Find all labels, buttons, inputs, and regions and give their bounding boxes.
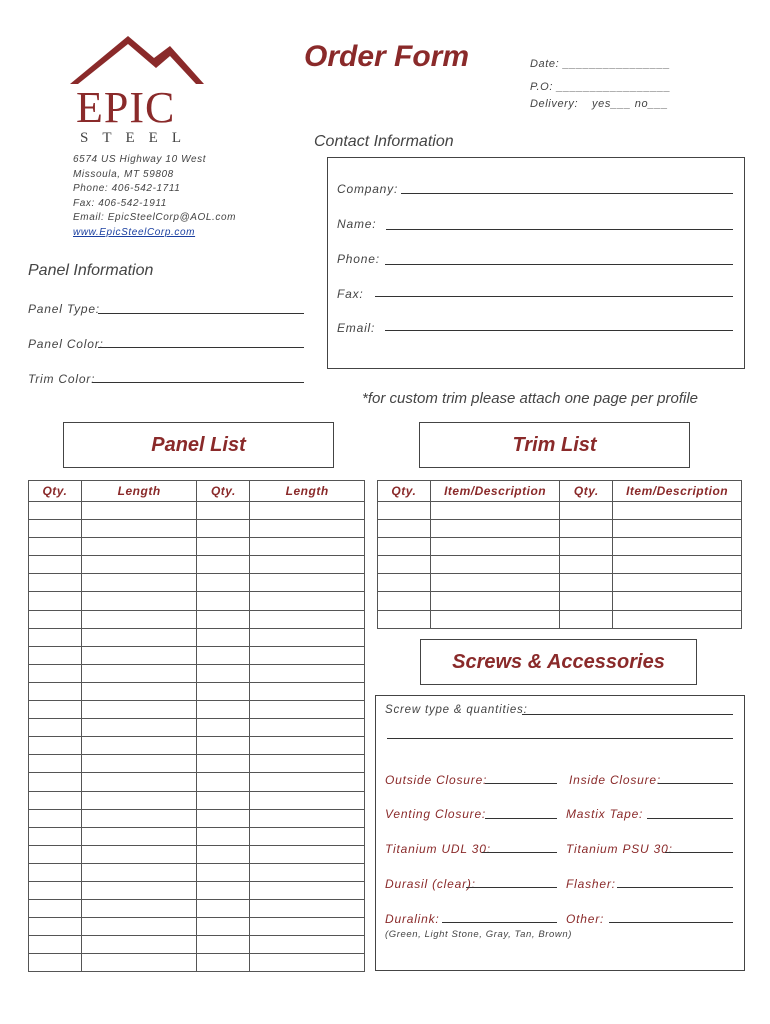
trim-list-row [378, 574, 742, 592]
trim-list-row [378, 592, 742, 610]
table-cell[interactable] [250, 863, 365, 881]
table-cell[interactable] [430, 538, 560, 556]
table-cell[interactable] [197, 900, 250, 918]
panel-list-title: Panel List [151, 433, 246, 456]
table-cell[interactable] [430, 610, 560, 628]
panel-list-row [29, 900, 365, 918]
table-cell[interactable] [29, 592, 82, 610]
panel-list-row [29, 628, 365, 646]
table-cell[interactable] [197, 809, 250, 827]
venting-closure-input[interactable] [485, 818, 557, 819]
table-cell[interactable] [378, 502, 431, 520]
logo-brand: EPIC [76, 83, 176, 132]
table-cell[interactable] [29, 682, 82, 700]
table-cell[interactable] [560, 502, 613, 520]
table-cell[interactable] [430, 592, 560, 610]
table-cell[interactable] [250, 592, 365, 610]
table-cell[interactable] [250, 664, 365, 682]
table-cell[interactable] [250, 520, 365, 538]
table-cell[interactable] [613, 520, 742, 538]
table-cell[interactable] [560, 574, 613, 592]
page-title: Order Form [304, 40, 470, 73]
company-address [73, 153, 236, 240]
table-cell[interactable] [81, 628, 197, 646]
name-label: Name: [337, 217, 377, 231]
trim-list-row [378, 538, 742, 556]
panel-list-row [29, 954, 365, 972]
panel-list-row [29, 502, 365, 520]
table-cell[interactable] [560, 538, 613, 556]
table-cell[interactable] [81, 827, 197, 845]
table-cell[interactable] [197, 773, 250, 791]
table-cell[interactable] [29, 520, 82, 538]
table-cell[interactable] [613, 502, 742, 520]
panel-type-label: Panel Type: [28, 302, 100, 316]
table-cell[interactable] [81, 936, 197, 954]
table-cell[interactable] [197, 827, 250, 845]
company-website-link[interactable]: www.EpicSteelCorp.com [73, 226, 196, 238]
logo-sub: STEEL [80, 130, 195, 146]
panel-list-row [29, 719, 365, 737]
mastix-tape-input[interactable] [647, 818, 733, 819]
table-cell[interactable] [250, 809, 365, 827]
table-cell[interactable] [29, 900, 82, 918]
table-cell[interactable] [81, 918, 197, 936]
table-cell[interactable] [560, 592, 613, 610]
table-cell[interactable] [197, 538, 250, 556]
panel-list-row [29, 538, 365, 556]
outside-closure-label: Outside Closure: [385, 773, 488, 787]
table-cell[interactable] [613, 574, 742, 592]
durasil-label: Durasil (clear): [385, 877, 476, 891]
table-cell[interactable] [250, 755, 365, 773]
table-cell[interactable] [613, 556, 742, 574]
table-cell[interactable] [81, 701, 197, 719]
table-cell[interactable] [250, 845, 365, 863]
table-cell[interactable] [250, 646, 365, 664]
titanium-psu-input[interactable] [665, 852, 733, 853]
table-cell[interactable] [197, 682, 250, 700]
col-qty: Qty. [560, 481, 613, 502]
mastix-tape-label: Mastix Tape: [566, 807, 644, 821]
table-cell[interactable] [560, 520, 613, 538]
col-qty: Qty. [29, 481, 82, 502]
panel-list-row [29, 918, 365, 936]
address-line-1: 6574 US Highway 10 West [73, 154, 207, 165]
table-cell[interactable] [29, 845, 82, 863]
table-cell[interactable] [81, 610, 197, 628]
table-cell[interactable] [430, 520, 560, 538]
table-cell[interactable] [29, 610, 82, 628]
table-cell[interactable] [560, 556, 613, 574]
panel-list-table [28, 480, 365, 972]
titanium-udl-label: Titanium UDL 30: [385, 842, 491, 856]
duralink-label: Duralink: [385, 912, 440, 926]
table-cell[interactable] [197, 954, 250, 972]
date-field[interactable]: Date: ________________ [530, 58, 671, 70]
table-cell[interactable] [250, 610, 365, 628]
table-cell[interactable] [250, 737, 365, 755]
phone-input[interactable] [385, 264, 733, 265]
table-cell[interactable] [250, 881, 365, 899]
trim-list-row [378, 556, 742, 574]
phone-label: Phone: [337, 252, 380, 266]
table-cell[interactable] [197, 845, 250, 863]
table-cell[interactable] [29, 881, 82, 899]
panel-type-input[interactable] [98, 313, 304, 314]
table-cell[interactable] [378, 574, 431, 592]
table-cell[interactable] [197, 881, 250, 899]
table-cell[interactable] [81, 737, 197, 755]
panel-info-heading: Panel Information [28, 262, 154, 279]
company-label: Company: [337, 182, 399, 196]
table-cell[interactable] [81, 773, 197, 791]
trim-list-row [378, 502, 742, 520]
table-cell[interactable] [81, 520, 197, 538]
panel-list-header-row [29, 481, 365, 502]
table-cell[interactable] [81, 900, 197, 918]
panel-list-row [29, 881, 365, 899]
col-qty: Qty. [378, 481, 431, 502]
table-cell[interactable] [29, 646, 82, 664]
table-cell[interactable] [29, 538, 82, 556]
table-cell[interactable] [81, 502, 197, 520]
table-cell[interactable] [81, 682, 197, 700]
table-cell[interactable] [250, 538, 365, 556]
col-length: Length [250, 481, 365, 502]
table-cell[interactable] [197, 918, 250, 936]
company-email: Email: EpicSteelCorp@AOL.com [73, 212, 237, 223]
panel-list-row [29, 646, 365, 664]
col-qty: Qty. [197, 481, 250, 502]
table-cell[interactable] [29, 701, 82, 719]
table-cell[interactable] [197, 791, 250, 809]
table-cell[interactable] [250, 918, 365, 936]
other-input[interactable] [609, 922, 733, 923]
table-cell[interactable] [29, 936, 82, 954]
trim-color-label: Trim Color: [28, 372, 96, 386]
panel-list-row [29, 737, 365, 755]
outside-closure-input[interactable] [485, 783, 557, 784]
email-label: Email: [337, 321, 376, 335]
table-cell[interactable] [29, 755, 82, 773]
table-cell[interactable] [29, 863, 82, 881]
table-cell[interactable] [29, 502, 82, 520]
trim-list-table [377, 480, 742, 629]
table-cell[interactable] [29, 628, 82, 646]
company-fax: Fax: 406-542-1911 [73, 197, 167, 209]
table-cell[interactable] [430, 502, 560, 520]
trim-list-title: Trim List [512, 433, 597, 456]
inside-closure-input[interactable] [658, 783, 733, 784]
screw-type-input-2[interactable] [387, 738, 733, 739]
table-cell[interactable] [250, 502, 365, 520]
table-cell[interactable] [29, 791, 82, 809]
table-cell[interactable] [250, 827, 365, 845]
table-cell[interactable] [197, 936, 250, 954]
table-cell[interactable] [81, 646, 197, 664]
screw-type-label: Screw type & quantities: [385, 704, 528, 716]
table-cell[interactable] [81, 845, 197, 863]
table-cell[interactable] [378, 610, 431, 628]
table-cell[interactable] [81, 556, 197, 574]
table-cell[interactable] [197, 556, 250, 574]
panel-list-row [29, 574, 365, 592]
panel-list-row [29, 556, 365, 574]
table-cell[interactable] [250, 773, 365, 791]
contact-heading: Contact Information [314, 133, 454, 150]
panel-list-row [29, 773, 365, 791]
col-length: Length [81, 481, 197, 502]
company-phone: Phone: 406-542-1711 [73, 183, 181, 194]
screws-header [420, 639, 697, 685]
table-cell[interactable] [250, 900, 365, 918]
table-cell[interactable] [378, 592, 431, 610]
table-cell[interactable] [197, 628, 250, 646]
panel-list-row [29, 701, 365, 719]
titanium-psu-label: Titanium PSU 30: [566, 842, 673, 856]
table-cell[interactable] [378, 556, 431, 574]
table-cell[interactable] [197, 646, 250, 664]
table-cell[interactable] [197, 664, 250, 682]
table-cell[interactable] [29, 737, 82, 755]
duralink-colors-note: (Green, Light Stone, Gray, Tan, Brown) [385, 929, 573, 940]
table-cell[interactable] [81, 809, 197, 827]
panel-list-row [29, 791, 365, 809]
table-cell[interactable] [81, 954, 197, 972]
custom-trim-note: *for custom trim please attach one page per profile [362, 390, 699, 407]
table-cell[interactable] [29, 809, 82, 827]
delivery-options[interactable]: yes___ no___ [592, 98, 669, 110]
screws-title: Screws & Accessories [452, 650, 665, 673]
table-cell[interactable] [197, 719, 250, 737]
trim-list-row [378, 520, 742, 538]
panel-list-row [29, 682, 365, 700]
col-item-description: Item/Description [613, 481, 742, 502]
panel-list-row [29, 610, 365, 628]
panel-list-header [63, 422, 334, 468]
company-logo [68, 34, 208, 146]
panel-color-label: Panel Color: [28, 337, 104, 351]
table-cell[interactable] [29, 556, 82, 574]
table-cell[interactable] [378, 520, 431, 538]
table-cell[interactable] [81, 592, 197, 610]
company-input[interactable] [401, 193, 733, 194]
table-cell[interactable] [430, 556, 560, 574]
table-cell[interactable] [197, 520, 250, 538]
table-cell[interactable] [29, 664, 82, 682]
panel-list-row [29, 845, 365, 863]
table-cell[interactable] [197, 610, 250, 628]
panel-list-row [29, 809, 365, 827]
inside-closure-label: Inside Closure: [569, 773, 662, 787]
address-line-2: Missoula, MT 59808 [73, 168, 174, 180]
email-input[interactable] [385, 330, 733, 331]
trim-list-header [419, 422, 690, 468]
panel-list-row [29, 520, 365, 538]
table-cell[interactable] [197, 592, 250, 610]
flasher-label: Flasher: [566, 877, 616, 891]
table-cell[interactable] [197, 701, 250, 719]
panel-list-row [29, 936, 365, 954]
table-cell[interactable] [29, 719, 82, 737]
table-cell[interactable] [378, 538, 431, 556]
table-cell[interactable] [197, 737, 250, 755]
table-cell[interactable] [29, 918, 82, 936]
table-cell[interactable] [29, 773, 82, 791]
panel-list-row [29, 664, 365, 682]
col-item-description: Item/Description [430, 481, 560, 502]
panel-list-row [29, 863, 365, 881]
screw-type-input[interactable] [522, 714, 733, 715]
table-cell[interactable] [197, 755, 250, 773]
venting-closure-label: Venting Closure: [385, 807, 487, 821]
table-cell[interactable] [81, 755, 197, 773]
po-field[interactable]: P.O: _________________ [530, 81, 671, 93]
trim-list-header-row [378, 481, 742, 502]
table-cell[interactable] [613, 610, 742, 628]
titanium-udl-input[interactable] [482, 852, 557, 853]
table-cell[interactable] [613, 538, 742, 556]
table-cell[interactable] [613, 592, 742, 610]
flasher-input[interactable] [617, 887, 733, 888]
other-label: Other: [566, 912, 605, 926]
table-cell[interactable] [250, 936, 365, 954]
fax-input[interactable] [375, 296, 733, 297]
table-cell[interactable] [250, 628, 365, 646]
table-cell[interactable] [430, 574, 560, 592]
table-cell[interactable] [197, 502, 250, 520]
table-cell[interactable] [250, 556, 365, 574]
duralink-input[interactable] [442, 922, 557, 923]
table-cell[interactable] [197, 863, 250, 881]
name-input[interactable] [386, 229, 733, 230]
table-cell[interactable] [81, 664, 197, 682]
table-cell[interactable] [29, 574, 82, 592]
table-cell[interactable] [81, 719, 197, 737]
table-cell[interactable] [29, 954, 82, 972]
table-cell[interactable] [81, 863, 197, 881]
trim-list-row [378, 610, 742, 628]
table-cell[interactable] [197, 574, 250, 592]
panel-list-row [29, 827, 365, 845]
table-cell[interactable] [81, 538, 197, 556]
table-cell[interactable] [81, 791, 197, 809]
table-cell[interactable] [81, 574, 197, 592]
table-cell[interactable] [560, 610, 613, 628]
delivery-label: Delivery: [530, 98, 579, 110]
table-cell[interactable] [250, 954, 365, 972]
panel-color-input[interactable] [98, 347, 304, 348]
panel-list-row [29, 755, 365, 773]
table-cell[interactable] [81, 881, 197, 899]
durasil-input[interactable] [466, 887, 557, 888]
table-cell[interactable] [250, 682, 365, 700]
panel-list-row [29, 592, 365, 610]
trim-color-input[interactable] [92, 382, 304, 383]
table-cell[interactable] [250, 701, 365, 719]
table-cell[interactable] [250, 719, 365, 737]
fax-label: Fax: [337, 287, 364, 301]
table-cell[interactable] [250, 574, 365, 592]
table-cell[interactable] [29, 827, 82, 845]
table-cell[interactable] [250, 791, 365, 809]
